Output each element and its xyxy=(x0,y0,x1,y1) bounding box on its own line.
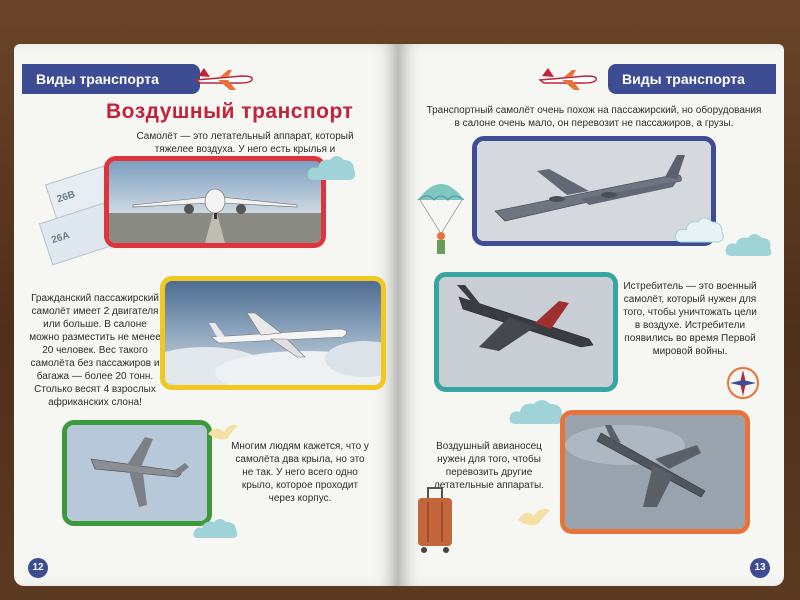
cloud-icon xyxy=(724,230,774,260)
ticket-code: 26B xyxy=(55,189,77,206)
photo-vintage-jet xyxy=(62,420,212,526)
intro-text: Самолёт — это летательный аппарат, который тяжелее воздуха. У него есть крылья и xyxy=(136,131,354,155)
carrier-text: Воздушный авианосец нужен для того, чтобы перевозить другие летательные аппараты. xyxy=(433,441,545,491)
photo-eurofighter xyxy=(560,410,750,534)
parachute-icon xyxy=(416,174,466,260)
cloud-icon xyxy=(674,214,726,246)
photo-fighter-jet xyxy=(434,272,618,392)
page-number-right: 13 xyxy=(750,558,770,578)
page-title: Воздушный транспорт xyxy=(106,100,354,123)
photo-airliner-runway xyxy=(104,156,326,248)
passenger-plane-text: Гражданский пассажирский самолёт имеет 2 двигателя или больше. В салоне можно разместить не менее 20 человек. Вес такого самолёта без пассажиров и багажа — более 20 тонн. Столько весят 4 взрослых африканских слона! xyxy=(29,293,161,408)
suitcase-icon xyxy=(414,484,456,554)
ticket-code: 26A xyxy=(50,230,72,247)
cloud-icon xyxy=(192,514,240,542)
left-page xyxy=(14,44,398,586)
cargo-plane-text: Транспортный самолёт очень похож на пассажирский, но оборудования в салоне очень мало, он перевозит не пассажиров, а грузы. xyxy=(426,105,762,129)
cloud-icon xyxy=(306,150,358,184)
compass-icon xyxy=(726,366,760,400)
bird-icon xyxy=(516,504,552,532)
photo-airliner-clouds xyxy=(160,276,386,390)
single-wing-text: Многим людям кажется, что у самолёта два крыла, но это не так. У него всего одно крыло, которое проходит через корпус. xyxy=(231,441,369,504)
airplane-icon xyxy=(536,66,600,92)
fighter-text: Истребитель — это военный самолёт, который нужен для того, чтобы уничтожать цели в воздухе. Истребители появились во время Первой мировой войны. xyxy=(623,281,757,357)
right-page xyxy=(398,44,784,586)
cloud-icon xyxy=(508,396,568,428)
section-tab-right: Виды транспорта xyxy=(608,64,776,94)
page-number-left: 12 xyxy=(28,558,48,578)
section-tab-left: Виды транспорта xyxy=(22,64,200,94)
airplane-icon xyxy=(192,66,256,92)
